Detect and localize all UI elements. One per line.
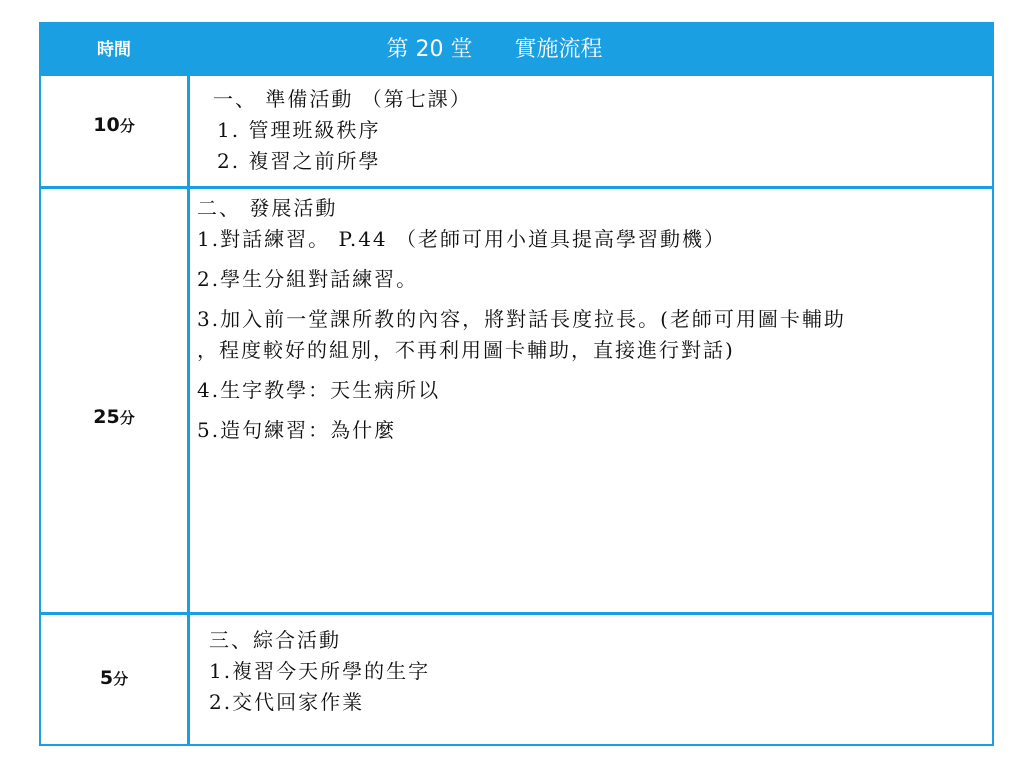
activity-heading: 三、綜合活動: [209, 628, 341, 652]
activity-heading: 二、 發展活動: [197, 196, 338, 220]
activity-item: 1.複習今天所學的生字: [209, 659, 431, 683]
row-divider: [41, 612, 992, 615]
time-unit: 分: [119, 409, 135, 427]
time-cell-row-1: [41, 114, 187, 136]
header-time-label: 時間: [97, 40, 131, 60]
activity-cell-row-1: [213, 84, 984, 177]
time-unit: 分: [119, 117, 135, 135]
time-value: 5: [99, 667, 114, 689]
header-title: 第 20 堂 實施流程: [386, 37, 603, 62]
activity-item: 2.交代回家作業: [209, 690, 365, 714]
activity-heading: 一、 準備活動 （第七課）: [213, 87, 472, 111]
table-header: [41, 24, 992, 76]
row-divider: [41, 186, 992, 189]
activity-item: 2. 複習之前所學: [217, 149, 381, 173]
time-unit: 分: [113, 670, 129, 688]
time-value: 10: [93, 114, 120, 136]
lesson-plan-table: [39, 22, 994, 746]
activity-item: 4.生字教學：天生病所以: [197, 378, 441, 402]
activity-item-continued: ，程度較好的組別，不再利用圖卡輔助，直接進行對話): [197, 338, 735, 362]
activity-item: 5.造句練習：為什麼: [197, 418, 397, 442]
activity-item: 3.加入前一堂課所教的內容，將對話長度拉長。(老師可用圖卡輔助: [197, 307, 846, 331]
time-cell-row-2: [41, 406, 187, 428]
column-divider: [187, 76, 190, 744]
activity-item: 1. 管理班級秩序: [217, 118, 381, 142]
activity-item: 2.學生分組對話練習。: [197, 267, 419, 291]
activity-item: 1.對話練習。 P.44 （老師可用小道具提高學習動機）: [197, 227, 727, 251]
time-value: 25: [93, 406, 120, 428]
activity-cell-row-2: [197, 193, 984, 446]
activity-cell-row-3: [209, 625, 984, 718]
time-cell-row-3: [41, 667, 187, 689]
